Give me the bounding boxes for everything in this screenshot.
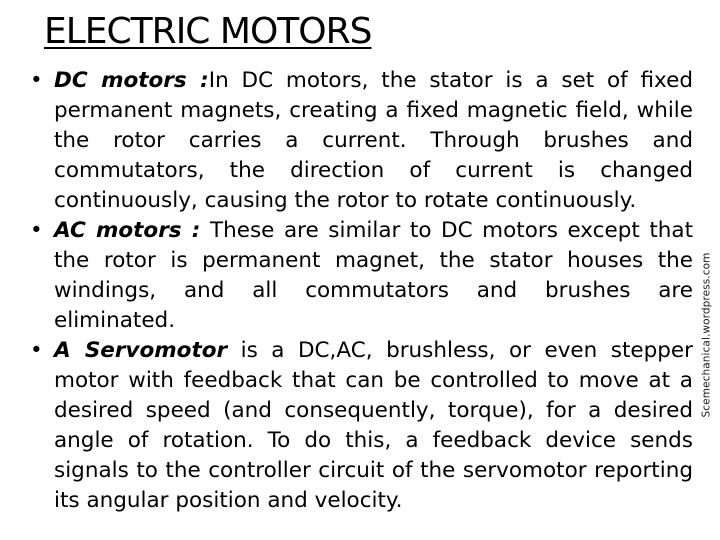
term-name: Servomotor xyxy=(84,338,228,363)
term-dc-motors: DC motors : xyxy=(54,68,209,93)
bullet-marker: • xyxy=(30,338,43,363)
bullet-ac-motors xyxy=(28,216,693,336)
bullet-text: is a DC,AC, brushless, or even stepper motor with feedback that can be controlled to move at a desired speed (and consequently, torque), for a desired angle of rotation. To do this, a feedback device sends signals to the controller circuit of the servomotor reporting its angular position and velocity. xyxy=(54,338,694,513)
term-ac-motors: AC motors : xyxy=(54,218,201,243)
bullet-text: These are similar to DC motors except that the rotor is permanent magnet, the stator houses the windings, and all commutators and brushes are eliminated. xyxy=(54,218,694,333)
bullet-servomotor xyxy=(28,336,693,516)
slide-title: ELECTRIC MOTORS xyxy=(44,11,372,52)
bullet-list xyxy=(28,66,693,516)
term-prefix: A xyxy=(54,338,85,363)
bullet-marker: • xyxy=(30,68,43,93)
watermark-text: Scemechanical.wordpress.com xyxy=(700,252,713,418)
term-servomotor xyxy=(54,338,227,363)
watermark xyxy=(698,190,714,480)
bullet-text: In DC motors, the stator is a set of fixed permanent magnets, creating a fixed magnetic field, while the rotor carries a current. Through brushes and commutators, the direction of current is changed continuously, causing the rotor to rotate continuously. xyxy=(54,68,693,213)
bullet-dc-motors xyxy=(28,66,693,216)
bullet-marker: • xyxy=(30,218,43,243)
